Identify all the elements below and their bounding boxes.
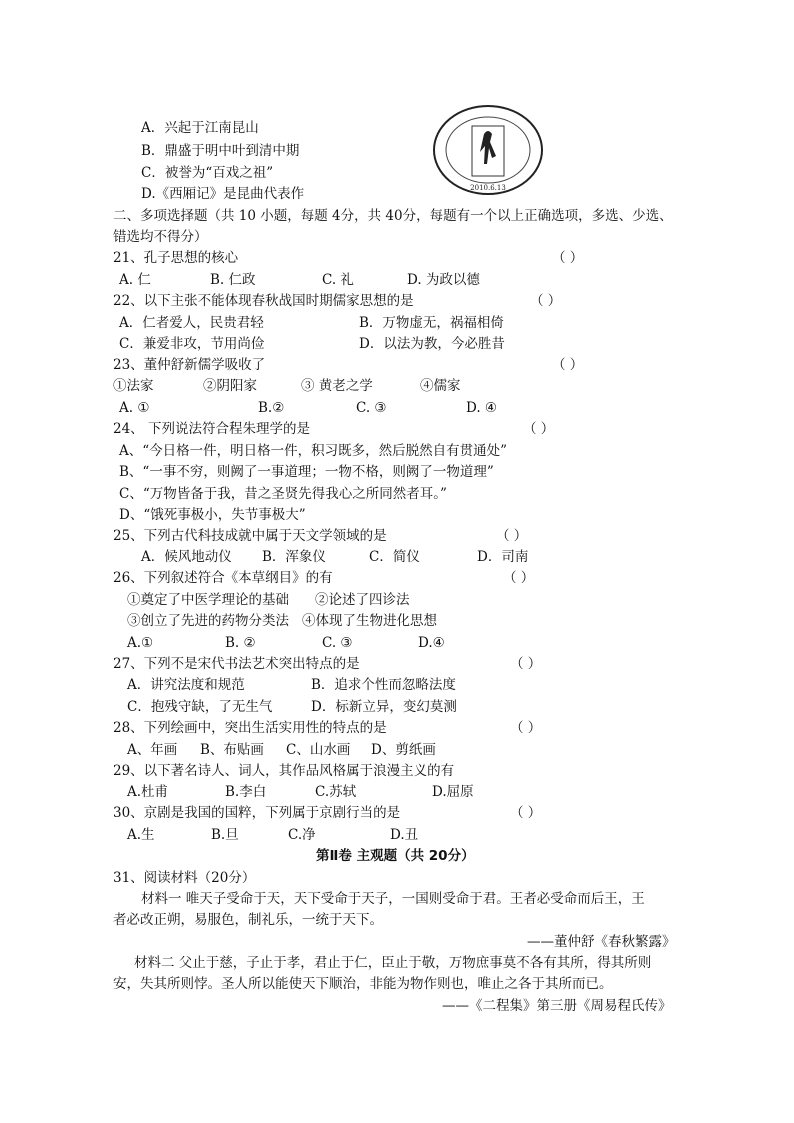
q27-stem: 27、下列不是宋代书法艺术突出特点的是 xyxy=(113,656,360,672)
q31-material2-source: ——《二程集》第三册《周易程氏传》 xyxy=(442,998,672,1014)
q29-stem: 29、以下著名诗人、词人，其作品风格属于浪漫主义的有 xyxy=(113,763,455,779)
q24-option-a[interactable]: A、“今日格一件，明日格一件，积习既多，然后脱然自有贯通处” xyxy=(119,443,508,459)
q23-option-c[interactable]: C. ③ xyxy=(356,400,387,416)
q26-option-a[interactable]: A.① xyxy=(127,635,154,651)
part2-title: 第Ⅱ卷 主观题（共 20分） xyxy=(316,848,475,864)
q20-option-b[interactable]: B．鼎盛于明中叶到清中期 xyxy=(141,143,300,159)
q23-option-b[interactable]: B.② xyxy=(258,400,285,416)
q23-option-a[interactable]: A. ① xyxy=(119,400,150,416)
q24-stem: 24、 下列说法符合程朱理学的是 xyxy=(113,421,310,437)
q23-option-d[interactable]: D. ④ xyxy=(466,400,498,416)
q25-option-a[interactable]: A．候风地动仪 xyxy=(141,549,232,565)
q21-option-d[interactable]: D. 为政以德 xyxy=(407,272,480,288)
q25-option-d[interactable]: D．司南 xyxy=(477,549,529,565)
q28-stem: 28、下列绘画中，突出生活实用性的特点的是 xyxy=(113,720,387,736)
q31-material2-line1: 材料二 父止于慈，子止于孝，君止于仁，臣止于敬，万物庶事莫不各有其所，得其所则 xyxy=(134,955,652,971)
q22-stem: 22、以下主张不能体现春秋战国时期儒家思想的是 xyxy=(113,293,414,309)
q30-stem: 30、京剧是我国的国粹，下列属于京剧行当的是 xyxy=(113,805,401,821)
q24-option-d[interactable]: D、“饿死事极小，失节事极大” xyxy=(119,507,306,523)
q21-option-b[interactable]: B. 仁政 xyxy=(210,272,256,288)
commemorative-postmark-stamp xyxy=(432,104,544,196)
q29-option-a[interactable]: A.杜甫 xyxy=(127,784,169,800)
q21-option-a[interactable]: A. 仁 xyxy=(119,272,151,288)
q30-option-a[interactable]: A.生 xyxy=(127,827,155,843)
q28-answer-blank[interactable]: （ ） xyxy=(510,720,542,736)
section2-header-cont: 错选均不得分） xyxy=(113,229,208,245)
q25-option-b[interactable]: B．浑象仪 xyxy=(262,549,326,565)
q31-material2-line2: 安，失其所则悖。圣人所以能使天下顺治，非能为物作则也，唯止之各于其所而已。 xyxy=(113,976,613,992)
q23-item-2: ②阴阳家 xyxy=(203,378,257,394)
q26-item-1: ①奠定了中医学理论的基础 xyxy=(127,592,289,608)
q23-stem: 23、董仲舒新儒学吸收了 xyxy=(113,357,266,373)
q21-stem: 21、孔子思想的核心 xyxy=(113,250,239,266)
q29-option-d[interactable]: D.屈原 xyxy=(432,784,474,800)
q28-option-c[interactable]: C、山水画 xyxy=(286,742,351,758)
q27-option-d[interactable]: D．标新立异，变幻莫测 xyxy=(311,699,457,715)
q21-answer-blank[interactable]: （ ） xyxy=(552,250,584,266)
q30-option-d[interactable]: D.丑 xyxy=(390,827,419,843)
q31-material1-line2: 者必改正朔，易服色，制礼乐，一统于天下。 xyxy=(113,912,383,928)
q28-option-b[interactable]: B、布贴画 xyxy=(200,742,264,758)
q26-answer-blank[interactable]: （ ） xyxy=(503,570,535,586)
q26-stem: 26、下列叙述符合《本草纲目》的有 xyxy=(113,570,333,586)
q26-item-2: ②论述了四诊法 xyxy=(315,592,410,608)
q27-answer-blank[interactable]: （ ） xyxy=(510,656,542,672)
q24-option-c[interactable]: C、“万物皆备于我，昔之圣贤先得我心之所同然者耳。” xyxy=(119,486,447,502)
q31-material1-line1: 材料一 唯天子受命于天，天下受命于天子，一国则受命于君。王者必受命而后王，王 xyxy=(141,891,645,907)
q26-option-b[interactable]: B. ② xyxy=(225,635,256,651)
q24-answer-blank[interactable]: （ ） xyxy=(523,421,555,437)
q22-option-a[interactable]: A．仁者爱人，民贵君轻 xyxy=(119,315,264,331)
q27-option-c[interactable]: C．抱残守缺，了无生气 xyxy=(127,699,273,715)
q20-option-a[interactable]: A．兴起于江南昆山 xyxy=(141,120,259,136)
q26-option-d[interactable]: D.④ xyxy=(418,635,445,651)
q22-option-d[interactable]: D．以法为教，今必胜昔 xyxy=(359,336,505,352)
q21-option-c[interactable]: C. 礼 xyxy=(322,272,354,288)
q30-option-c[interactable]: C.净 xyxy=(288,827,316,843)
q31-stem: 31、阅读材料（20分） xyxy=(113,870,256,886)
q27-option-b[interactable]: B．追求个性而忽略法度 xyxy=(311,677,456,693)
q26-item-3: ③创立了先进的药物分类法 xyxy=(127,613,289,629)
q25-option-c[interactable]: C．简仪 xyxy=(369,549,420,565)
q23-answer-blank[interactable]: （ ） xyxy=(552,357,584,373)
q23-item-3: ③ 黄老之学 xyxy=(301,378,373,394)
svg-text:2010.6.13: 2010.6.13 xyxy=(470,184,506,192)
q28-option-a[interactable]: A、年画 xyxy=(127,742,178,758)
q26-option-c[interactable]: C. ③ xyxy=(322,635,353,651)
q23-item-4: ④儒家 xyxy=(420,378,461,394)
q22-option-b[interactable]: B．万物虚无，祸福相倚 xyxy=(359,315,504,331)
q24-option-b[interactable]: B、“一事不穷，则阙了一事道理；一物不格，则阙了一物道理” xyxy=(119,464,494,480)
q29-option-b[interactable]: B.李白 xyxy=(225,784,267,800)
q25-stem: 25、下列古代科技成就中属于天文学领域的是 xyxy=(113,528,387,544)
q30-answer-blank[interactable]: （ ） xyxy=(510,805,542,821)
q23-item-1: ①法家 xyxy=(113,378,154,394)
q28-option-d[interactable]: D、剪纸画 xyxy=(371,742,436,758)
q26-item-4: ④体现了生物进化思想 xyxy=(302,613,437,629)
q25-answer-blank[interactable]: （ ） xyxy=(496,528,528,544)
q27-option-a[interactable]: A．讲究法度和规范 xyxy=(127,677,245,693)
q29-option-c[interactable]: C.苏轼 xyxy=(315,784,357,800)
q22-option-c[interactable]: C．兼爱非攻，节用尚俭 xyxy=(119,336,265,352)
section2-header: 二、多项选择题（共 10 小题，每题 4分，共 40分，每题有一个以上正确选项，多选、少选、 xyxy=(113,208,673,224)
q20-option-c[interactable]: C．被誉为“百戏之祖” xyxy=(141,165,274,181)
q20-option-d[interactable]: D.《西厢记》是昆曲代表作 xyxy=(141,186,305,202)
q31-material1-source: ——董仲舒《春秋繁露》 xyxy=(527,934,676,950)
q30-option-b[interactable]: B.旦 xyxy=(211,827,239,843)
q22-answer-blank[interactable]: （ ） xyxy=(530,293,562,309)
